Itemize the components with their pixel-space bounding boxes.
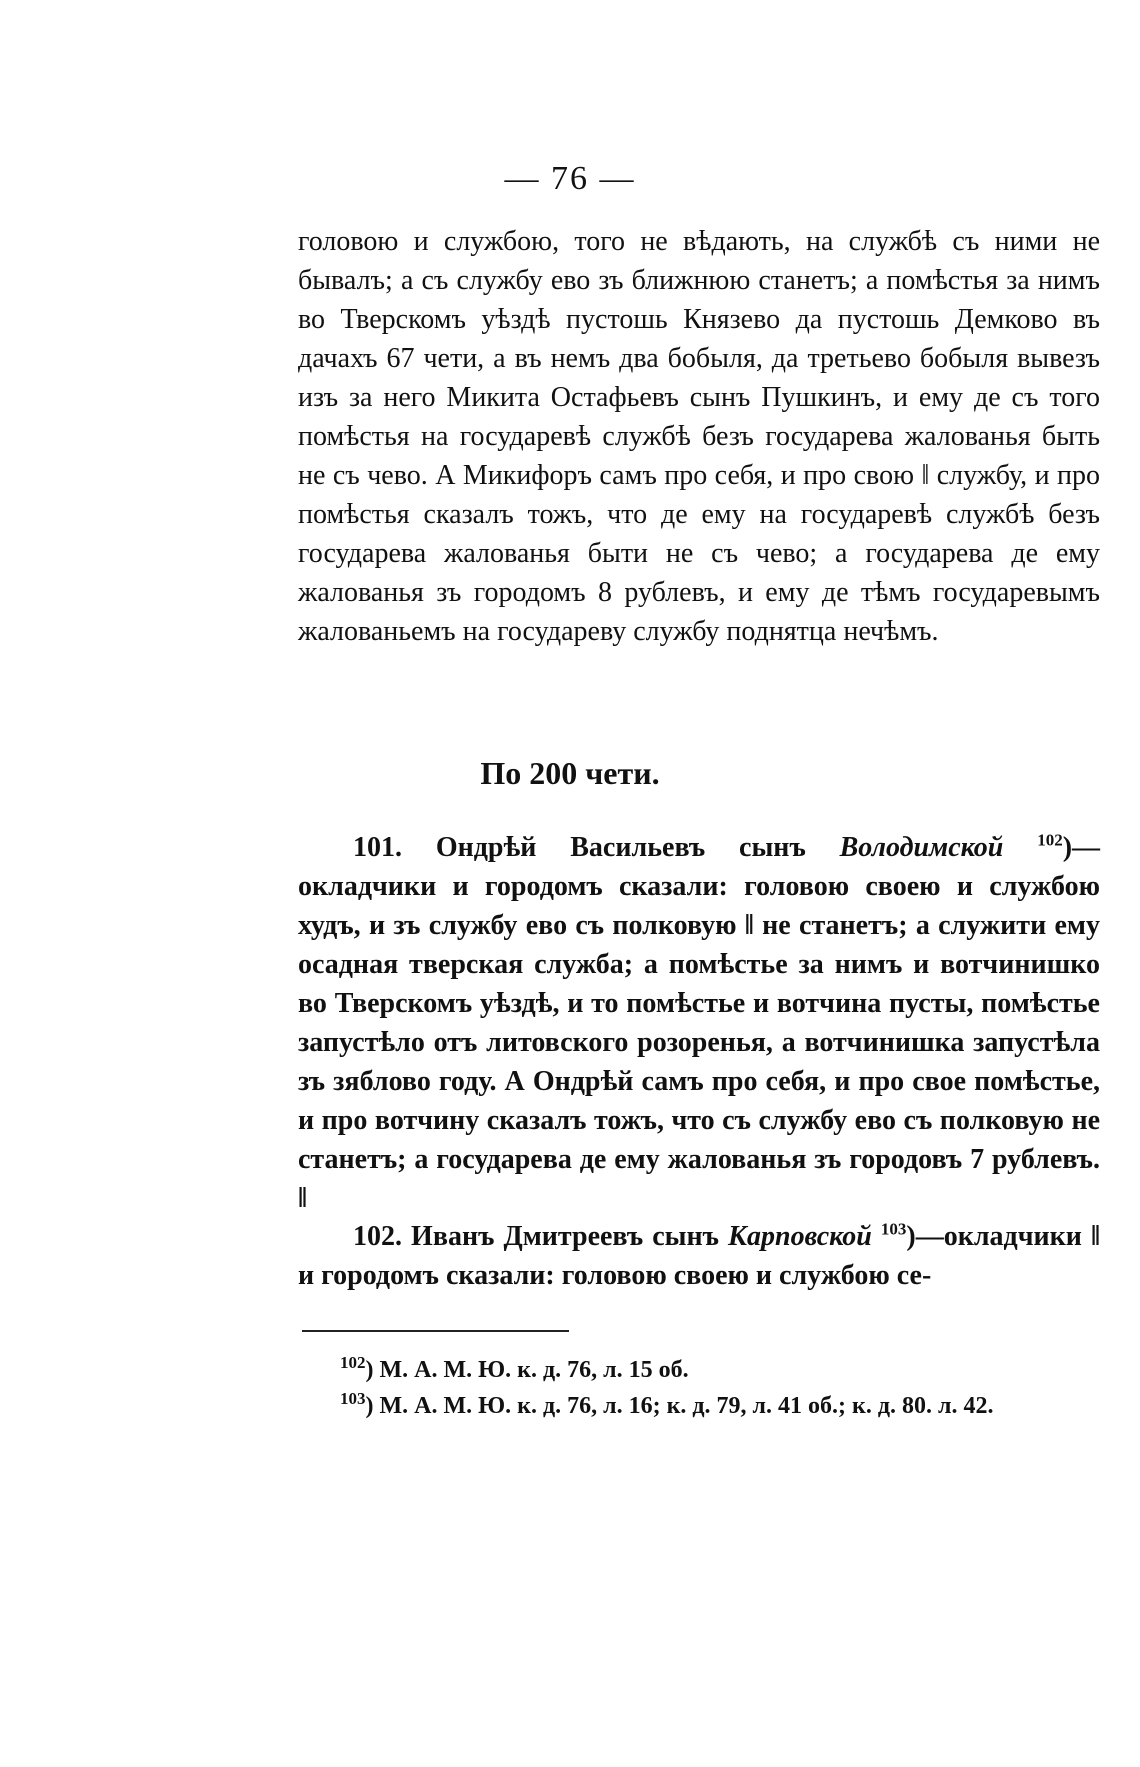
carry-over-paragraph	[298, 222, 1100, 651]
footnote-103	[298, 1388, 1100, 1424]
entry-text: )—окладчики ‖ и городомъ сказали: головою своею и службою се-	[298, 1221, 1101, 1291]
carry-over-text: головою и службою, того не вѣдають, на службѣ съ ними не бывалъ; а съ службу ево зъ ближнюю станетъ; а помѣстья за нимъ во Тверскомъ уѣздѣ пустошь Князево да пустошь Демково въ дачахъ 67 чети, а въ немъ два бобыля, да третьево бобыля вывезъ изъ за него Микита Остафьевъ сынъ Пушкинъ, и ему де съ того помѣстья на государевѣ службѣ безъ государева жалованья быть не съ чево. А Микифоръ самъ про себя, и про свою ‖ службу, и про помѣстья сказалъ тожъ, что де ему на государевѣ службѣ безъ государева жалованья быти не съ чево; а государева де ему жалованья зъ городомъ 8 рублевъ, и ему де тѣмъ государевымъ жалованьемъ на государеву службу поднятца нечѣмъ.	[298, 226, 1100, 647]
entry-102	[298, 1217, 1100, 1295]
footnote-ref: 102	[1037, 830, 1063, 850]
entry-101-paragraph	[298, 828, 1100, 1218]
footnote-102	[298, 1352, 1100, 1388]
entry-surname: Володимской	[839, 832, 1004, 863]
footnote-text: ) М. А. М. Ю. к. д. 76, л. 15 об.	[365, 1357, 689, 1383]
section-heading: По 200 чети.	[480, 755, 660, 791]
entry-text: )—окладчики и городомъ сказали: головою своею и службою худъ, и зъ службу ево съ полковую ‖ не станетъ; а служити ему осадная тверская служба; а помѣстье за нимъ и вотчинишко во Тверскомъ уѣздѣ, и то помѣстье и вотчина пусты, помѣстье запустѣло отъ литовского розоренья, а вотчинишка запустѣла зъ зяблово году. А Ондрѣй самъ про себя, и про свое помѣстье, и про вотчину сказалъ тожъ, что съ службу ево съ полковую не станетъ; а государева де ему жалованья зъ городовъ 7 рублевъ. ‖	[298, 832, 1101, 1214]
footnote-mark: 102	[340, 1353, 366, 1372]
footnote-mark: 103	[340, 1389, 366, 1408]
footnote-divider	[302, 1330, 569, 1332]
entry-number: 102.	[353, 1221, 402, 1252]
page-number: — 76 —	[504, 160, 636, 197]
entry-number: 101.	[353, 832, 402, 863]
entry-lead: Иванъ Дмитреевъ сынъ	[411, 1221, 719, 1252]
entry-surname: Карповской	[728, 1221, 872, 1252]
footnote-text: ) М. А. М. Ю. к. д. 76, л. 16; к. д. 79, л. 41 об.; к. д. 80. л. 42.	[365, 1393, 994, 1419]
entry-101	[298, 828, 1100, 1218]
entry-102-paragraph	[298, 1217, 1100, 1295]
entry-lead: Ондрѣй Васильевъ сынъ	[435, 832, 806, 863]
footnote-ref: 103	[880, 1219, 907, 1239]
footnotes	[298, 1352, 1100, 1424]
